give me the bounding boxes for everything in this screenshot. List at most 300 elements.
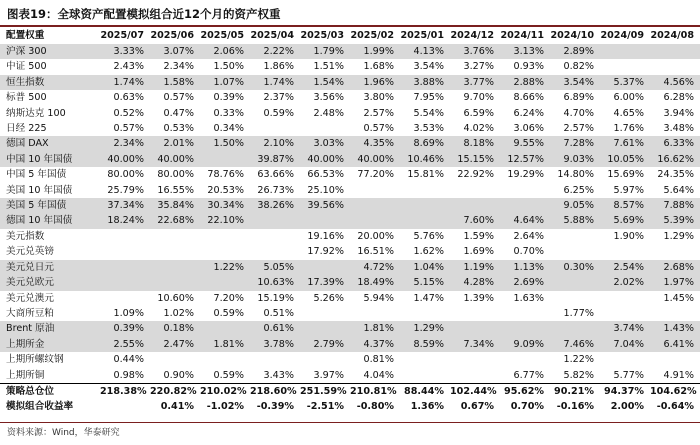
col-header: 2025/01 bbox=[400, 30, 444, 41]
table-cell bbox=[450, 368, 500, 384]
table-cell: 218.60% bbox=[250, 383, 300, 399]
table-cell: 104.62% bbox=[650, 383, 700, 399]
table-cell: 7.61% bbox=[600, 136, 650, 151]
table-cell: 20.53% bbox=[207, 184, 244, 196]
table-cell: 0.33% bbox=[213, 107, 244, 119]
table-cell: 4.13% bbox=[400, 44, 450, 59]
table-cell: 8.59% bbox=[400, 337, 450, 352]
table-cell: 5.69% bbox=[600, 213, 650, 228]
table-cell: 0.34% bbox=[213, 123, 244, 135]
table-cell: 0.93% bbox=[513, 61, 544, 73]
row-label: 德国 DAX bbox=[0, 136, 100, 151]
table-cell: 7.28% bbox=[550, 136, 600, 151]
weights-table bbox=[0, 27, 700, 415]
table-cell: 8.18% bbox=[450, 136, 500, 151]
table-cell: 0.82% bbox=[563, 61, 594, 73]
table-cell: 4.64% bbox=[500, 213, 550, 228]
table-cell: 2.01% bbox=[150, 136, 200, 151]
table-cell: 9.05% bbox=[550, 198, 600, 213]
table-cell: 1.90% bbox=[613, 230, 644, 242]
table-cell: 7.34% bbox=[450, 337, 500, 352]
table-cell: 1.77% bbox=[563, 307, 594, 319]
table-cell bbox=[350, 306, 400, 321]
table-cell: 3.07% bbox=[150, 44, 200, 59]
table-cell: 7.04% bbox=[600, 337, 650, 352]
table-cell: -0.80% bbox=[356, 401, 394, 413]
table-cell: 2.34% bbox=[100, 136, 150, 151]
table-cell bbox=[500, 183, 550, 198]
table-cell: 1.79% bbox=[300, 44, 350, 59]
table-cell: 5.64% bbox=[663, 184, 694, 196]
table-cell: 0.59% bbox=[213, 369, 244, 381]
table-cell: 4.02% bbox=[463, 123, 494, 135]
table-cell: 4.70% bbox=[563, 107, 594, 119]
table-cell bbox=[350, 213, 400, 228]
table-cell: 210.81% bbox=[350, 383, 400, 399]
table-cell: 0.70% bbox=[510, 401, 544, 413]
table-cell bbox=[650, 244, 700, 259]
table-cell: 7.20% bbox=[213, 292, 244, 304]
table-cell: 3.97% bbox=[313, 369, 344, 381]
table-cell: 0.53% bbox=[163, 123, 194, 135]
table-row bbox=[0, 75, 700, 90]
table-cell: 3.74% bbox=[600, 321, 650, 336]
table-cell: 2.55% bbox=[100, 337, 150, 352]
table-cell: 102.44% bbox=[450, 383, 500, 399]
row-label: 美元兑日元 bbox=[0, 260, 100, 275]
table-cell bbox=[200, 321, 250, 336]
table-cell bbox=[100, 244, 150, 259]
table-cell bbox=[400, 198, 450, 213]
table-cell bbox=[350, 198, 400, 213]
table-cell: 14.80% bbox=[557, 169, 594, 181]
col-header: 2025/06 bbox=[150, 30, 194, 41]
table-cell: 2.89% bbox=[550, 44, 600, 59]
table-cell bbox=[450, 321, 500, 336]
table-cell: 1.45% bbox=[663, 292, 694, 304]
table-cell: 0.70% bbox=[513, 246, 544, 258]
table-cell: 2.79% bbox=[300, 337, 350, 352]
table-cell bbox=[650, 59, 700, 74]
table-cell: 0.44% bbox=[113, 354, 144, 366]
table-cell bbox=[250, 121, 300, 136]
table-cell: 10.63% bbox=[250, 275, 300, 290]
table-cell bbox=[400, 306, 450, 321]
table-cell: 2.10% bbox=[250, 136, 300, 151]
table-cell: 1.19% bbox=[450, 260, 500, 275]
table-cell: 7.46% bbox=[550, 337, 600, 352]
table-body bbox=[0, 44, 700, 415]
table-cell: 9.55% bbox=[500, 136, 550, 151]
table-cell: 5.54% bbox=[413, 107, 444, 119]
table-cell: 35.84% bbox=[150, 198, 200, 213]
table-cell: 3.43% bbox=[263, 369, 294, 381]
table-cell: 20.00% bbox=[357, 230, 394, 242]
col-header: 2024/11 bbox=[500, 30, 544, 41]
row-label: 中国 10 年国债 bbox=[0, 152, 100, 167]
row-label: 美元指数 bbox=[6, 230, 45, 242]
table-cell: 1.74% bbox=[250, 75, 300, 90]
table-row bbox=[0, 121, 700, 136]
table-cell: 3.54% bbox=[550, 75, 600, 90]
table-cell bbox=[400, 183, 450, 198]
row-label: 上期所金 bbox=[0, 337, 100, 352]
table-cell: 77.20% bbox=[357, 169, 394, 181]
table-cell: 10.46% bbox=[400, 152, 450, 167]
table-cell: 0.30% bbox=[550, 260, 600, 275]
row-label: 大商所豆粕 bbox=[6, 307, 54, 319]
row-label: 美元兑澳元 bbox=[6, 292, 54, 304]
bottom-rule bbox=[0, 422, 700, 423]
table-cell: 1.63% bbox=[513, 292, 544, 304]
table-cell: 1.36% bbox=[410, 401, 444, 413]
table-cell: 0.51% bbox=[263, 307, 294, 319]
table-cell: 5.37% bbox=[600, 75, 650, 90]
table-cell: 30.34% bbox=[200, 198, 250, 213]
table-cell: 1.99% bbox=[350, 44, 400, 59]
table-cell: 2.57% bbox=[363, 107, 394, 119]
table-cell: 94.37% bbox=[600, 383, 650, 399]
table-cell: 2.64% bbox=[513, 230, 544, 242]
table-cell: 40.00% bbox=[150, 152, 200, 167]
table-cell bbox=[500, 306, 550, 321]
table-cell: 39.87% bbox=[250, 152, 300, 167]
table-cell: 2.06% bbox=[200, 44, 250, 59]
table-cell: 251.59% bbox=[300, 383, 350, 399]
table-cell: 37.34% bbox=[100, 198, 150, 213]
table-cell: 6.25% bbox=[563, 184, 594, 196]
table-cell bbox=[200, 275, 250, 290]
table-cell: 1.04% bbox=[400, 260, 450, 275]
row-label: 标普 500 bbox=[6, 92, 47, 104]
col-header: 2024/10 bbox=[550, 30, 594, 41]
table-cell: 0.52% bbox=[113, 107, 144, 119]
table-cell: 0.57% bbox=[363, 123, 394, 135]
table-row bbox=[0, 229, 700, 244]
table-cell: 17.92% bbox=[307, 246, 344, 258]
table-row bbox=[0, 183, 700, 198]
table-cell: -0.39% bbox=[256, 401, 294, 413]
table-cell: 2.54% bbox=[600, 260, 650, 275]
table-cell: 22.92% bbox=[457, 169, 494, 181]
table-cell: 1.50% bbox=[200, 136, 250, 151]
table-cell: 2.47% bbox=[150, 337, 200, 352]
row-label: 恒生指数 bbox=[0, 75, 100, 90]
table-cell: 5.05% bbox=[250, 260, 300, 275]
table-cell: 0.98% bbox=[113, 369, 144, 381]
table-row bbox=[0, 59, 700, 74]
table-cell: 7.60% bbox=[450, 213, 500, 228]
table-cell: 24.35% bbox=[657, 169, 694, 181]
row-label: 纳斯达克 100 bbox=[6, 107, 66, 119]
row-label: 美国 10 年国债 bbox=[6, 184, 73, 196]
table-cell: 1.43% bbox=[650, 321, 700, 336]
table-cell: 5.94% bbox=[363, 292, 394, 304]
table-cell: 3.27% bbox=[463, 61, 494, 73]
table-cell: 6.59% bbox=[463, 107, 494, 119]
table-cell: 63.66% bbox=[257, 169, 294, 181]
table-cell bbox=[500, 321, 550, 336]
table-cell: 95.62% bbox=[500, 383, 550, 399]
table-cell: 80.00% bbox=[107, 169, 144, 181]
source-note: 资料来源：Wind，华泰研究 bbox=[7, 428, 120, 438]
table-cell: 9.70% bbox=[463, 92, 494, 104]
table-cell: 3.54% bbox=[413, 61, 444, 73]
col-header: 2024/12 bbox=[450, 30, 494, 41]
table-cell: 5.82% bbox=[563, 369, 594, 381]
table-cell: 6.77% bbox=[513, 369, 544, 381]
table-cell: 6.33% bbox=[650, 136, 700, 151]
table-cell: 4.56% bbox=[650, 75, 700, 90]
table-cell: 9.09% bbox=[500, 337, 550, 352]
table-cell: 210.02% bbox=[200, 383, 250, 399]
col-header: 2025/02 bbox=[350, 30, 394, 41]
table-cell: 78.76% bbox=[207, 169, 244, 181]
row-label: 德国 10 年国债 bbox=[0, 213, 100, 228]
row-label: 模拟组合收益率 bbox=[6, 401, 74, 413]
table-cell: 5.76% bbox=[413, 230, 444, 242]
table-cell bbox=[350, 183, 400, 198]
table-cell: -0.64% bbox=[656, 401, 694, 413]
col-header: 2024/09 bbox=[600, 30, 644, 41]
table-cell: 6.41% bbox=[650, 337, 700, 352]
header-row bbox=[0, 27, 700, 44]
table-cell: 16.55% bbox=[157, 184, 194, 196]
table-cell: 6.89% bbox=[563, 92, 594, 104]
table-cell: 9.03% bbox=[550, 152, 600, 167]
table-cell: 18.49% bbox=[350, 275, 400, 290]
table-cell: 2.48% bbox=[313, 107, 344, 119]
table-cell: 1.76% bbox=[613, 123, 644, 135]
table-cell: 40.00% bbox=[300, 152, 350, 167]
figure-title: 图表19：全球资产配置模拟组合近12个月的资产权重 bbox=[7, 7, 281, 21]
table-cell: 0.59% bbox=[213, 307, 244, 319]
table-cell: 6.28% bbox=[663, 92, 694, 104]
table-cell: 15.69% bbox=[607, 169, 644, 181]
table-cell bbox=[500, 198, 550, 213]
table-cell: 2.02% bbox=[600, 275, 650, 290]
table-cell: 5.88% bbox=[550, 213, 600, 228]
table-cell: 15.81% bbox=[407, 169, 444, 181]
table-cell: 15.15% bbox=[450, 152, 500, 167]
table-cell: 17.39% bbox=[300, 275, 350, 290]
table-cell: 5.26% bbox=[313, 292, 344, 304]
row-label: 美国 5 年国债 bbox=[0, 198, 100, 213]
table-cell bbox=[150, 229, 200, 244]
table-cell bbox=[400, 368, 450, 384]
table-cell bbox=[600, 352, 650, 367]
table-row bbox=[0, 275, 700, 290]
table-cell: 4.65% bbox=[613, 107, 644, 119]
table-row bbox=[0, 337, 700, 352]
table-cell: 1.07% bbox=[200, 75, 250, 90]
table-cell: 3.88% bbox=[400, 75, 450, 90]
table-cell: 25.10% bbox=[307, 184, 344, 196]
table-cell: 39.56% bbox=[300, 198, 350, 213]
table-cell: 1.58% bbox=[150, 75, 200, 90]
table-cell: 1.97% bbox=[650, 275, 700, 290]
table-cell bbox=[100, 291, 150, 306]
table-cell: 8.57% bbox=[600, 198, 650, 213]
table-cell bbox=[100, 275, 150, 290]
table-cell: 0.67% bbox=[460, 401, 494, 413]
table-cell: 1.22% bbox=[563, 354, 594, 366]
table-cell: 0.41% bbox=[160, 401, 194, 413]
table-cell bbox=[250, 352, 300, 367]
table-cell bbox=[150, 275, 200, 290]
table-cell: 26.73% bbox=[257, 184, 294, 196]
row-label: 策略总仓位 bbox=[0, 383, 100, 399]
row-label: 中证 500 bbox=[6, 61, 47, 73]
table-row bbox=[0, 244, 700, 259]
table-cell: 3.06% bbox=[513, 123, 544, 135]
table-cell: 218.38% bbox=[100, 383, 150, 399]
table-cell: 1.13% bbox=[500, 260, 550, 275]
row-label: 沪深 300 bbox=[0, 44, 100, 59]
table-cell bbox=[600, 59, 650, 74]
table-cell: 0.18% bbox=[150, 321, 200, 336]
table-cell bbox=[250, 229, 300, 244]
table-cell bbox=[550, 291, 600, 306]
table-cell bbox=[100, 399, 150, 414]
row-label: Brent 原油 bbox=[0, 321, 100, 336]
table-cell: 3.53% bbox=[413, 123, 444, 135]
table-cell: 1.86% bbox=[263, 61, 294, 73]
table-cell: 7.95% bbox=[413, 92, 444, 104]
table-row bbox=[0, 321, 700, 336]
row-label: 美元兑欧元 bbox=[0, 275, 100, 290]
table-cell: 1.29% bbox=[663, 230, 694, 242]
table-cell: 2.34% bbox=[163, 61, 194, 73]
table-cell bbox=[300, 213, 350, 228]
table-cell: 10.05% bbox=[600, 152, 650, 167]
table-cell: 1.81% bbox=[350, 321, 400, 336]
table-cell: 2.43% bbox=[113, 61, 144, 73]
row-label: 日经 225 bbox=[6, 123, 47, 135]
row-label: 中国 5 年国债 bbox=[6, 169, 67, 181]
table-cell bbox=[550, 321, 600, 336]
table-cell: 22.10% bbox=[200, 213, 250, 228]
table-cell: -2.51% bbox=[306, 401, 344, 413]
table-cell bbox=[450, 352, 500, 367]
table-cell: 4.04% bbox=[363, 369, 394, 381]
table-cell bbox=[200, 352, 250, 367]
table-row bbox=[0, 352, 700, 367]
table-cell bbox=[300, 352, 350, 367]
table-cell bbox=[200, 229, 250, 244]
table-cell: 4.72% bbox=[350, 260, 400, 275]
table-cell bbox=[100, 260, 150, 275]
table-cell: 1.50% bbox=[213, 61, 244, 73]
table-row bbox=[0, 306, 700, 321]
table-cell: 0.63% bbox=[113, 92, 144, 104]
table-cell: 6.00% bbox=[613, 92, 644, 104]
table-cell: 1.51% bbox=[313, 61, 344, 73]
table-cell: 1.02% bbox=[163, 307, 194, 319]
table-cell: 19.16% bbox=[307, 230, 344, 242]
table-cell: 38.26% bbox=[250, 198, 300, 213]
table-cell: 15.19% bbox=[257, 292, 294, 304]
table-cell: 66.53% bbox=[307, 169, 344, 181]
row-label: 上期所铜 bbox=[6, 369, 45, 381]
table-cell: 5.77% bbox=[613, 369, 644, 381]
table-cell bbox=[500, 352, 550, 367]
table-cell: 2.88% bbox=[500, 75, 550, 90]
row-label: 上期所螺纹钢 bbox=[6, 354, 64, 366]
table-cell: 19.29% bbox=[507, 169, 544, 181]
table-cell: 1.09% bbox=[113, 307, 144, 319]
table-cell: 3.33% bbox=[100, 44, 150, 59]
table-cell: 2.00% bbox=[610, 401, 644, 413]
table-cell: 0.81% bbox=[363, 354, 394, 366]
table-cell bbox=[600, 306, 650, 321]
table-cell: 1.96% bbox=[350, 75, 400, 90]
table-cell: 1.68% bbox=[363, 61, 394, 73]
table-row bbox=[0, 198, 700, 213]
table-cell: 16.62% bbox=[650, 152, 700, 167]
table-cell bbox=[650, 352, 700, 367]
table-cell bbox=[650, 44, 700, 59]
table-cell: 0.39% bbox=[100, 321, 150, 336]
table-row bbox=[0, 368, 700, 384]
table-cell: 3.03% bbox=[300, 136, 350, 151]
table-cell bbox=[200, 244, 250, 259]
col-header: 2025/04 bbox=[250, 30, 294, 41]
table-cell bbox=[400, 213, 450, 228]
table-cell: 4.37% bbox=[350, 337, 400, 352]
table-cell: 88.44% bbox=[400, 383, 450, 399]
table-cell: 2.68% bbox=[650, 260, 700, 275]
table-cell bbox=[100, 229, 150, 244]
table-cell: 4.28% bbox=[450, 275, 500, 290]
table-row bbox=[0, 152, 700, 167]
table-cell: 90.21% bbox=[550, 383, 600, 399]
table-cell: 4.35% bbox=[350, 136, 400, 151]
table-cell: 5.15% bbox=[400, 275, 450, 290]
table-cell bbox=[600, 244, 650, 259]
table-cell: 8.69% bbox=[400, 136, 450, 151]
table-cell: 3.48% bbox=[663, 123, 694, 135]
table-row bbox=[0, 260, 700, 275]
table-cell: 22.68% bbox=[150, 213, 200, 228]
performance-row bbox=[0, 399, 700, 414]
header-label: 配置权重 bbox=[6, 30, 45, 41]
table-cell bbox=[400, 352, 450, 367]
table-cell bbox=[450, 183, 500, 198]
table-cell: 3.78% bbox=[250, 337, 300, 352]
table-cell bbox=[250, 244, 300, 259]
table-cell: 3.80% bbox=[363, 92, 394, 104]
table-cell bbox=[300, 260, 350, 275]
table-cell bbox=[150, 260, 200, 275]
table-cell: 3.56% bbox=[313, 92, 344, 104]
table-cell: 0.39% bbox=[213, 92, 244, 104]
table-cell bbox=[150, 352, 200, 367]
table-cell bbox=[450, 198, 500, 213]
table-cell: 0.61% bbox=[250, 321, 300, 336]
table-cell: 12.57% bbox=[500, 152, 550, 167]
table-cell: 80.00% bbox=[157, 169, 194, 181]
table-cell: 2.69% bbox=[500, 275, 550, 290]
table-cell: 1.62% bbox=[413, 246, 444, 258]
table-cell: 16.51% bbox=[357, 246, 394, 258]
table-cell: 3.94% bbox=[663, 107, 694, 119]
table-row bbox=[0, 167, 700, 182]
table-cell bbox=[150, 244, 200, 259]
table-cell: 1.81% bbox=[200, 337, 250, 352]
table-cell bbox=[550, 275, 600, 290]
table-cell: 25.79% bbox=[107, 184, 144, 196]
